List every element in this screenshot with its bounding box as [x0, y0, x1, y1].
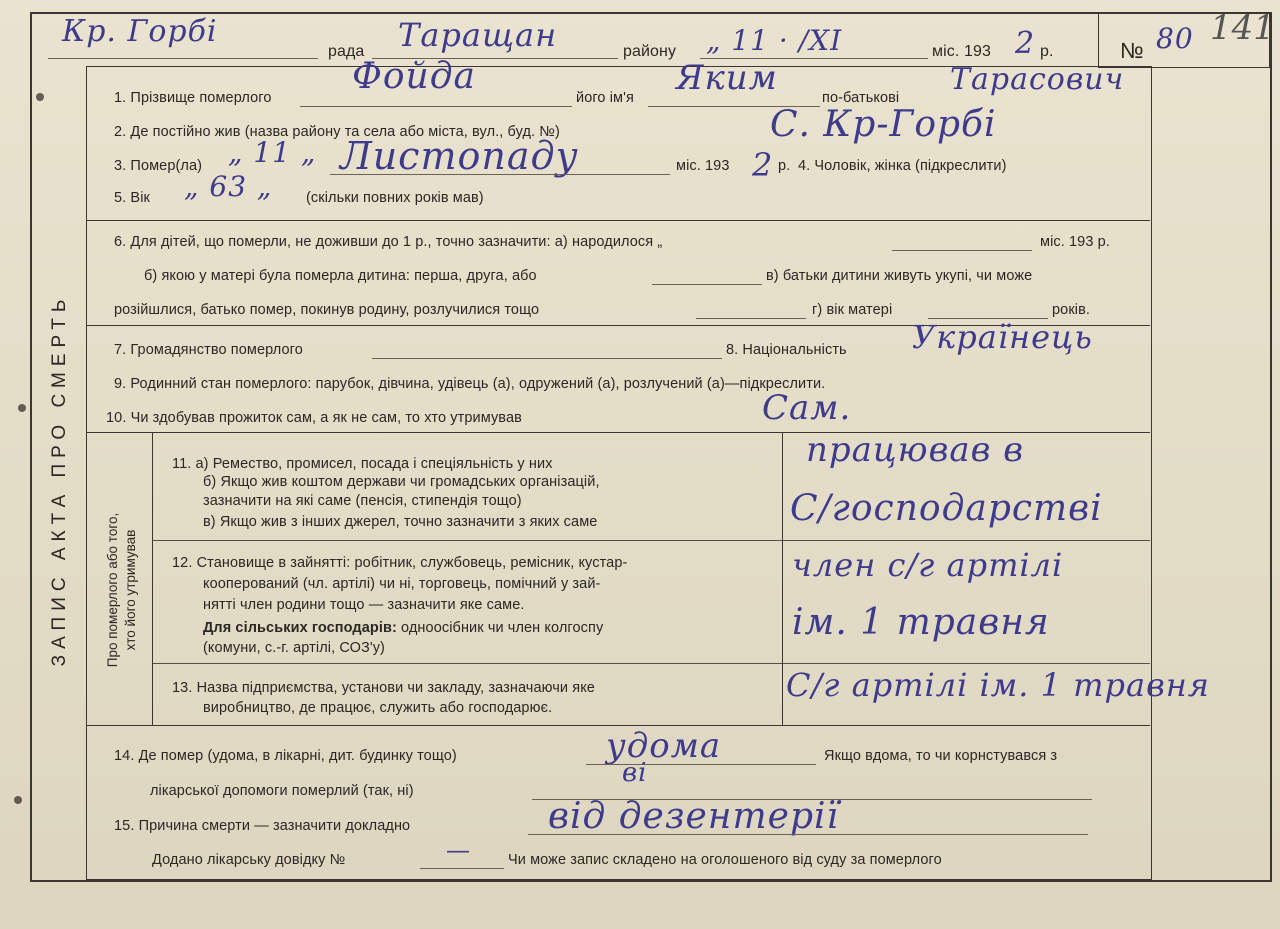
section-line	[152, 663, 1150, 664]
fill-line	[652, 284, 762, 285]
section-note	[104, 513, 140, 667]
field-6-line-2-b: в) батьки дитини живуть укупі, чи може	[766, 268, 1033, 284]
document-title: ЗАПИС АКТА ПРО СМЕРТЬ	[49, 293, 70, 667]
field-14-line-2: лікарської допомоги померлий (так, ні)	[150, 783, 414, 799]
hw-home: удома	[606, 726, 722, 766]
field-9-label: 9. Родинний стан померлого: парубок, дівчина, удівець (а), одружений (а), розлучений (а)—підкреслити.	[114, 376, 826, 392]
field-4-label: 4. Чоловік, жінка (підкреслити)	[798, 158, 1007, 174]
field-16-b: Чи може запис складено на оголошеного від суду за померлого	[508, 852, 942, 868]
hw-field-11-line-1: працював в	[806, 430, 1025, 470]
rayon-label: району	[623, 43, 677, 60]
field-7-label: 7. Громадянство померлого	[114, 342, 303, 358]
field-6-line-3: розійшлися, батько помер, покинув родину, розлучилися тощо	[114, 302, 540, 318]
field-6-line-3-b: г) вік матері	[812, 302, 893, 318]
field-12-line-5: (комуни, с.-г. артілі, СОЗ'у)	[203, 640, 385, 656]
field-3-label: 3. Помер(ла)	[114, 158, 203, 174]
hw-died-year: 2	[752, 146, 774, 184]
field-6-line-1-end: міс. 193 р.	[1040, 234, 1110, 250]
field-12-line-2: кооперований (чл. артілі) чи ні, торговець, помічний у зай-	[203, 576, 601, 592]
hw-date: „ 11 · /ХI	[706, 24, 843, 57]
hw-self: Сам.	[762, 388, 852, 428]
field-8-label: 8. Національність	[726, 342, 847, 358]
field-1-patronymic-label: по-батькові	[822, 90, 900, 106]
hw-name: Яким	[676, 58, 778, 98]
section-line	[86, 220, 1150, 221]
fill-line	[300, 106, 572, 107]
field-11-b1: б) Якщо жив коштом держави чи громадських організацій,	[203, 474, 600, 490]
hw-cause-extra: ві	[622, 758, 648, 788]
rada-label: рада	[328, 43, 365, 60]
hw-patronymic: Тарасович	[950, 62, 1125, 97]
field-6-line-1: 6. Для дітей, що померли, не доживши до 1 р., точно зазначити: а) народилося „	[114, 234, 663, 250]
section-note-line: Про померлого або того,	[105, 512, 120, 668]
field-16-label: Додано лікарську довідку №	[152, 852, 346, 868]
punch-hole	[14, 796, 22, 804]
punch-hole	[36, 93, 44, 101]
section-note-line: хто його утримував	[123, 529, 138, 651]
field-3-mis: міс. 193	[676, 158, 730, 174]
hw-dash: —	[446, 836, 471, 864]
hw-rada: Таращан	[398, 16, 558, 54]
hw-village: Кр. Горбі	[62, 14, 218, 49]
field-6-line-3-c: років.	[1052, 302, 1091, 318]
column-line	[782, 432, 783, 725]
field-13-line-2: виробництво, де працює, служить або господарює.	[203, 700, 553, 716]
hw-surname: Фойда	[352, 56, 477, 97]
field-13-line-1: 13. Назва підприємства, установи чи закладу, зазначаючи яке	[172, 680, 595, 696]
hw-month: Листопаду	[340, 134, 579, 178]
field-15-label: 15. Причина смерти — зазначити докладно	[114, 818, 411, 834]
punch-hole	[18, 404, 26, 412]
fill-line	[892, 250, 1032, 251]
field-11-c: в) Якщо жив з інших джерел, точно зазначити з яких саме	[203, 514, 598, 530]
fill-line	[48, 58, 318, 59]
hw-residence: С. Кр-Горбі	[770, 104, 997, 145]
hw-field-12-line-2: ім. 1 травня	[792, 602, 1050, 643]
field-10-label: 10. Чи здобував прожиток сам, а як не сам, то хто утримував	[106, 410, 522, 426]
field-11-a: 11. а) Ремество, промисел, посада і спеціяльність у них	[172, 456, 553, 472]
field-12-line-3: нятті член родини тощо — зазначити яке саме.	[203, 597, 525, 613]
field-14-b: Якщо вдома, то чи корнстувався з	[824, 748, 1058, 764]
field-1-label: 1. Прізвище померлого	[114, 90, 272, 106]
hw-nationality: Українець	[912, 318, 1093, 356]
fill-line	[586, 764, 816, 765]
field-14-label: 14. Де помер (удома, в лікарні, дит. будинку тощо)	[114, 748, 457, 764]
hw-field-13: С/г артілі ім. 1 травня	[786, 666, 1210, 704]
hw-age: „ 63 „	[184, 170, 273, 203]
field-3-r: р.	[778, 158, 791, 174]
field-1-name-label: його ім'я	[576, 90, 634, 106]
hw-day: „ 11 „	[228, 136, 317, 169]
hw-number: 80	[1156, 22, 1194, 55]
r-label: р.	[1040, 43, 1054, 60]
hw-number-corner: 141	[1210, 8, 1275, 48]
field-12-line-4	[203, 620, 603, 636]
column-line	[152, 432, 153, 725]
field-11-b2: зазначити на які саме (пенсія, стипендія тощо)	[203, 493, 522, 509]
field-12-line-4-bold: Для сільських господарів:	[203, 620, 397, 636]
field-12-line-1: 12. Становище в зайнятті: робітник, службовець, ремісник, кустар-	[172, 555, 628, 571]
fill-line	[696, 318, 806, 319]
fill-line	[528, 834, 1088, 835]
field-12-line-4-rest: одноосібник чи член колгоспу	[396, 620, 604, 636]
fill-line	[372, 358, 722, 359]
hw-field-12-line-1: член с/г артілі	[792, 546, 1064, 584]
section-line	[152, 540, 1150, 541]
hw-cause: від дезентерії	[548, 796, 840, 837]
hw-year-digit: 2	[1015, 26, 1036, 61]
field-5-label: 5. Вік	[114, 190, 150, 206]
fill-line	[420, 868, 504, 869]
field-2-label: 2. Де постійно жив (назва району та села або міста, вул., буд. №)	[114, 124, 560, 140]
fill-line	[330, 174, 670, 175]
number-label: №	[1120, 38, 1144, 63]
field-6-line-2: б) якою у матері була померла дитина: перша, друга, або	[144, 268, 537, 284]
hw-field-11-line-2: С/господарстві	[790, 488, 1103, 529]
field-5-note: (скільки повних років мав)	[306, 190, 484, 206]
mis-label: міс. 193	[932, 43, 991, 60]
